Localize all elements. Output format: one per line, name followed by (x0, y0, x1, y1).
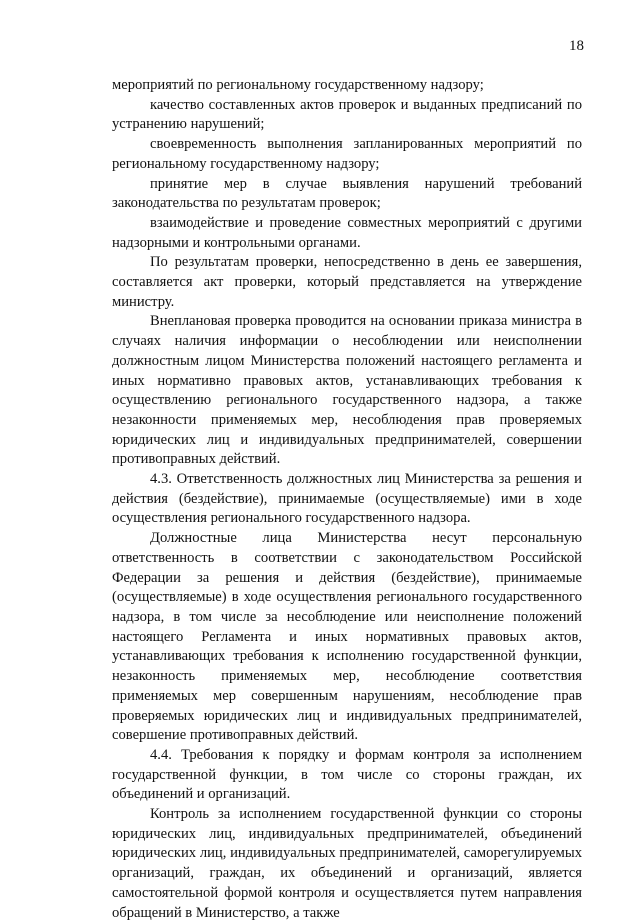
paragraph: Должностные лица Министерства несут персональную ответственность в соответствии с законодательством Российской Федерации за решения и действия (бездействие), принимаемые (осуществляемые) в ходе осуществления регионального государственного надзора, в том числе за несоблюдение или неисполнение положений настоящего Регламента и иных нормативных правовых актов, устанавливающих требования к исполнению государственной функции, незаконность применяемых мер, несоблюдение соответствия применяемых мер совершенным нарушениям, несоблюдение прав проверяемых юридических лиц и индивидуальных предпринимателей, совершение противоправных действий. (112, 530, 582, 744)
paragraph: Контроль за исполнением государственной функции со стороны юридических лиц, индивидуальных предпринимателей, объединений юридических лиц, индивидуальных предпринимателей, саморегулируемых организаций, граждан, их объединений и организаций, является самостоятельной формой контроля и осуществляется путем направления обращений в Министерство, а также (112, 806, 582, 921)
paragraph: своевременность выполнения запланированных мероприятий по региональному государственному надзору; (112, 136, 582, 172)
page-number: 18 (569, 38, 584, 54)
paragraph: качество составленных актов проверок и выданных предписаний по устранению нарушений; (112, 96, 582, 133)
paragraph: По результатам проверки, непосредственно в день ее завершения, составляется акт проверки, который представляется на утверждение министру. (112, 254, 582, 310)
paragraph: мероприятий по региональному государственному надзору; (112, 77, 484, 93)
paragraph: 4.4. Требования к порядку и формам контроля за исполнением государственной функции, в том числе со стороны граждан, их объединений и организаций. (112, 746, 582, 803)
paragraph: взаимодействие и проведение совместных мероприятий с другими надзорными и контрольными органами. (112, 214, 582, 251)
paragraph: Внеплановая проверка проводится на основании приказа министра в случаях наличия информации о несоблюдении или неисполнении должностным лицом Министерства положений настоящего регламента и иных нормативно правовых актов, устанавливающих требования к осуществлению регионального государственного надзора, а также незаконности применяемых мер, несоблюдения прав проверяемых юридических лиц и индивидуальных предпринимателей, совершении противоправных действий. (112, 313, 582, 468)
document-body (112, 76, 582, 923)
paragraph: принятие мер в случае выявления нарушений требований законодательства по результатам проверок; (112, 175, 582, 212)
paragraph: 4.3. Ответственность должностных лиц Министерства за решения и действия (бездействие), принимаемые (осуществляемые) ими в ходе осуществления регионального государственного надзора. (112, 471, 582, 527)
